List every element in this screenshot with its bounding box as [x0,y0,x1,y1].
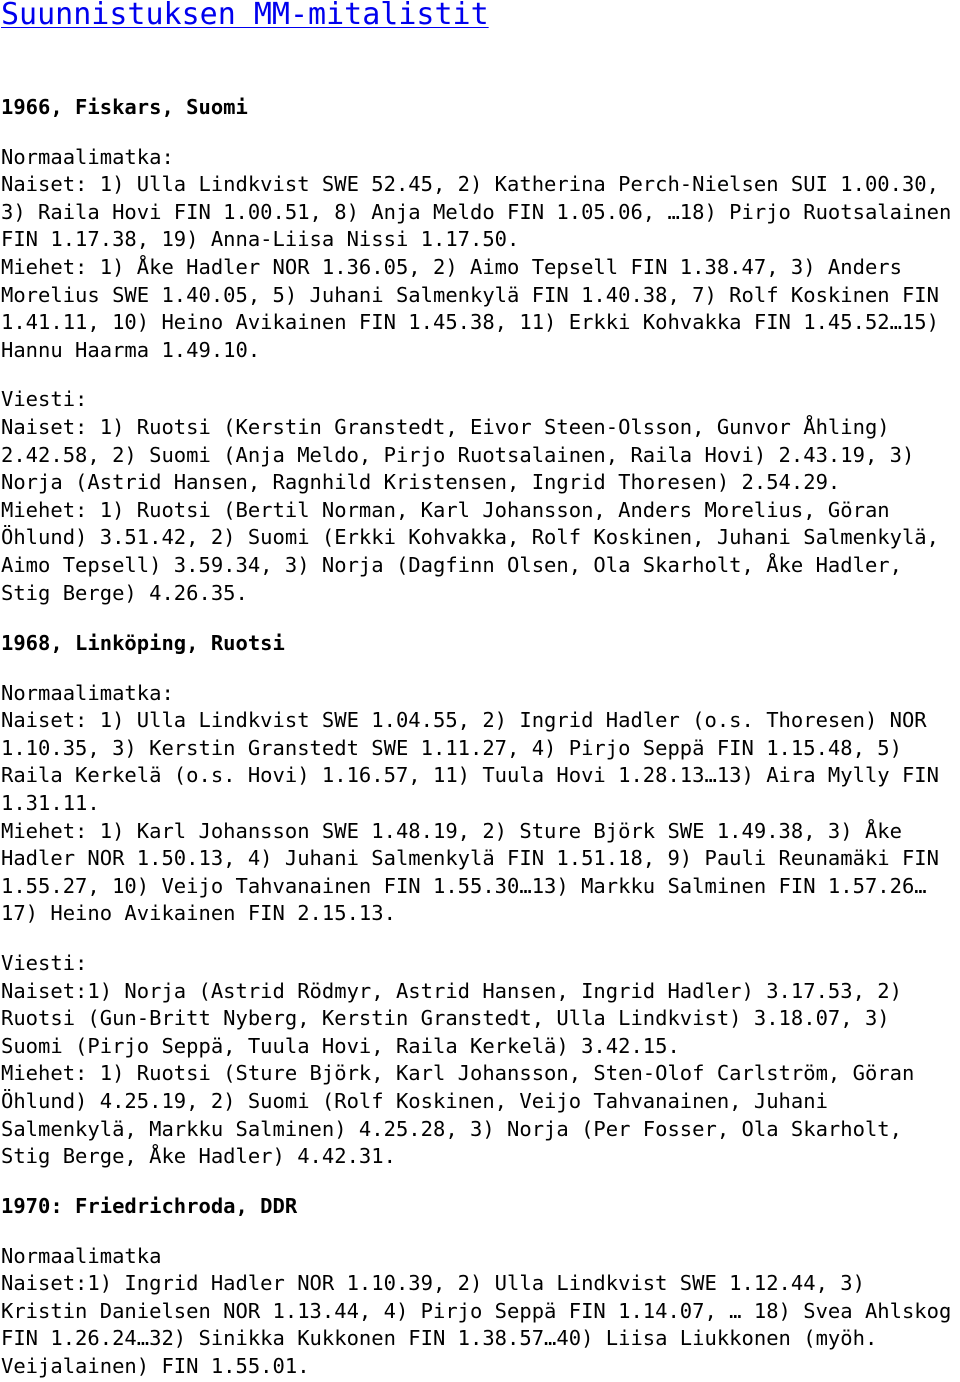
results-women: Naiset:1) Norja (Astrid Rödmyr, Astrid Hansen, Ingrid Hadler) 3.17.53, 2) Ruotsi (Gun-Britt Nyberg, Kerstin Granstedt, Ulla Lindkvist) 3.18.07, 3) Suomi (Pirjo Seppä, Tuula Hovi, Raila Kerkelä) 3.42.15. [1,978,902,1058]
document-page [1,0,959,1378]
page-title-link[interactable]: Suunnistuksen MM-mitalistit [1,0,489,32]
event-1970 [1,1193,959,1381]
section-individual [1,144,959,365]
section-label: Viesti: [1,387,88,412]
section-relay [1,950,959,1171]
section-relay [1,386,959,607]
results-men: Miehet: 1) Åke Hadler NOR 1.36.05, 2) Aimo Tepsell FIN 1.38.47, 3) Anders Morelius SWE 1.40.05, 5) Juhani Salmenkylä FIN 1.40.38, 7) Rolf Koskinen FIN 1.41.11, 10) Heino Avikainen FIN 1.45.38, 11) Erkki Kohvakka FIN 1.45.52…15) Hannu Haarma 1.49.10. [1,254,939,362]
section-label: Normaalimatka: [1,680,174,705]
section-individual [1,680,959,928]
results-men: Miehet: 1) Ruotsi (Bertil Norman, Karl Johansson, Anders Morelius, Göran Öhlund) 3.51.42, 2) Suomi (Erkki Kohvakka, Rolf Koskinen, Juhani Salmenkylä, Aimo Tepsell) 3.59.34, 3) Norja (Dagfinn Olsen, Ola Skarholt, Åke Hadler, Stig Berge) 4.26.35. [1,497,939,605]
results-men: Miehet: 1) Ruotsi (Sture Björk, Karl Johansson, Sten-Olof Carlström, Göran Öhlund) 4.25.19, 2) Suomi (Rolf Koskinen, Veijo Tahvanainen, Juhani Salmenkylä, Markku Salminen) 4.25.28, 3) Norja (Per Fosser, Ola Skarholt, Stig Berge, Åke Hadler) 4.42.31. [1,1061,915,1169]
section-label: Normaalimatka [1,1243,162,1268]
event-heading: 1970: Friedrichroda, DDR [1,1194,298,1218]
section-label: Viesti: [1,950,88,975]
event-1968 [1,630,959,1171]
results-men: Miehet: 1) Karl Johansson SWE 1.48.19, 2) Sture Björk SWE 1.49.38, 3) Åke Hadler NOR 1.50.13, 4) Juhani Salmenkylä FIN 1.51.18, 9) Pauli Reunamäki FIN 1.55.27, 10) Veijo Tahvanainen FIN 1.55.30…13) Markku Salminen FIN 1.57.26…17) Heino Avikainen FIN 2.15.13. [1,818,939,926]
results-women: Naiset: 1) Ulla Lindkvist SWE 52.45, 2) Katherina Perch-Nielsen SUI 1.00.30, 3) Raila Hovi FIN 1.00.51, 8) Anja Meldo FIN 1.05.06, …18) Pirjo Ruotsalainen FIN 1.17.38, 19) Anna-Liisa Nissi 1.17.50. [1,172,952,252]
event-heading: 1968, Linköping, Ruotsi [1,631,285,655]
results-women: Naiset:1) Ingrid Hadler NOR 1.10.39, 2) Ulla Lindkvist SWE 1.12.44, 3) Kristin Danielsen NOR 1.13.44, 4) Pirjo Seppä FIN 1.14.07, … 18) Svea Ahlskog FIN 1.26.24…32) Sinikka Kukkonen FIN 1.38.57…40) Liisa Liukkonen (myöh. Veijalainen) FIN 1.55.01. [1,1271,952,1378]
section-label: Normaalimatka: [1,144,174,169]
section-individual [1,1243,959,1381]
results-women: Naiset: 1) Ulla Lindkvist SWE 1.04.55, 2) Ingrid Hadler (o.s. Thoresen) NOR 1.10.35, 3) Kerstin Granstedt SWE 1.11.27, 4) Pirjo Seppä FIN 1.15.48, 5) Raila Kerkelä (o.s. Hovi) 1.16.57, 11) Tuula Hovi 1.28.13…13) Aira Mylly FIN 1.31.11. [1,708,939,815]
event-1966 [1,94,959,607]
event-heading: 1966, Fiskars, Suomi [1,95,248,119]
results-women: Naiset: 1) Ruotsi (Kerstin Granstedt, Eivor Steen-Olsson, Gunvor Åhling) 2.42.58, 2) Suomi (Anja Meldo, Pirjo Ruotsalainen, Raila Hovi) 2.43.19, 3) Norja (Astrid Hansen, Ragnhild Kristensen, Ingrid Thoresen) 2.54.29. [1,414,915,495]
